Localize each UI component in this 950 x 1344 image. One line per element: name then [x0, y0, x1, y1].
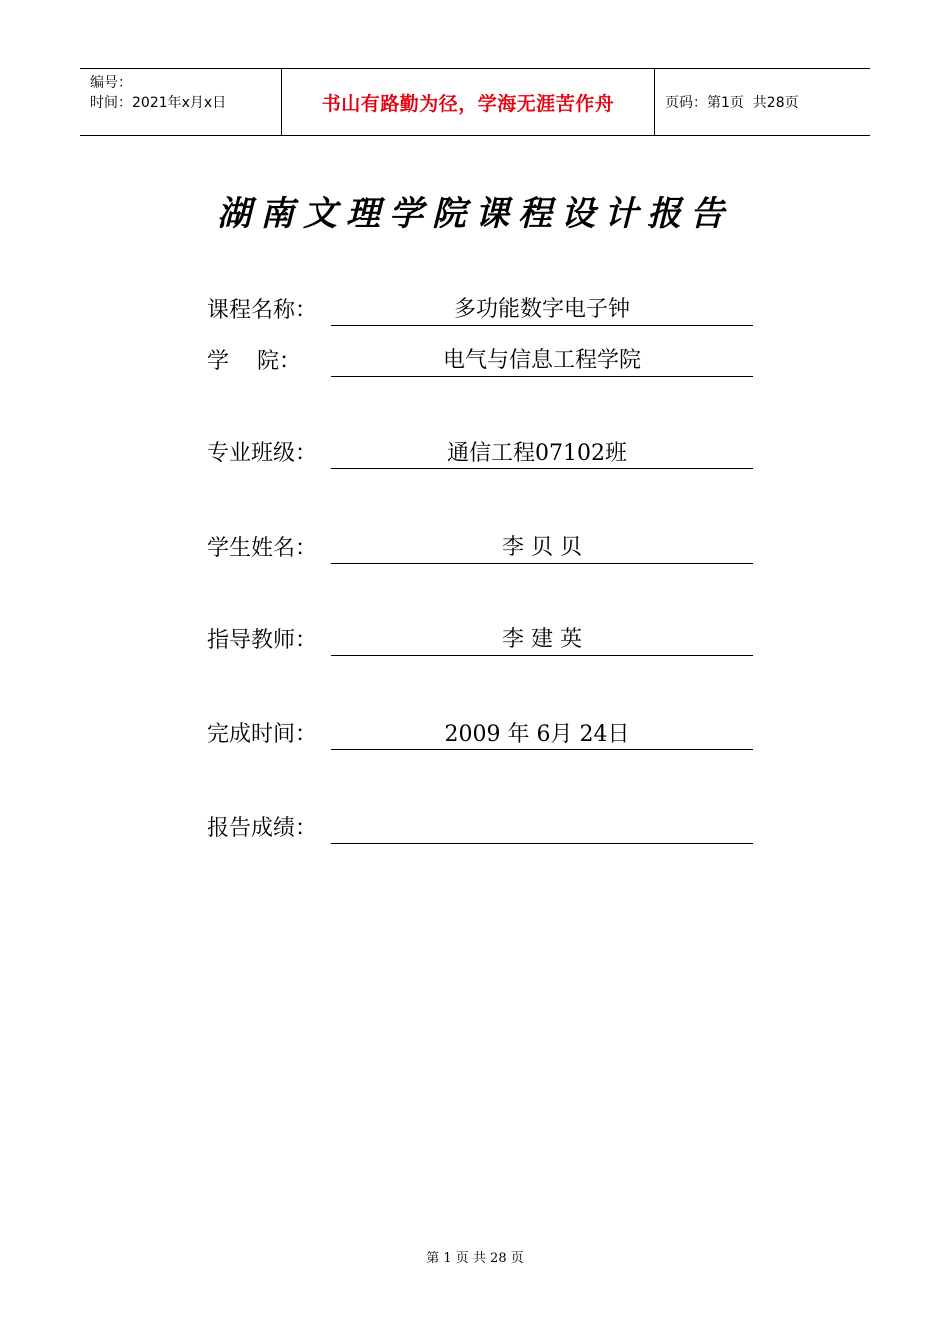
field-label: 课程名称：	[207, 298, 318, 323]
field-value: 多功能数字电子钟	[331, 295, 753, 326]
field-value: 李 建 英	[331, 625, 753, 656]
header-page-cell	[655, 69, 870, 135]
field-label: 指导教师：	[207, 628, 318, 653]
report-title: 湖南文理学院课程设计报告	[217, 194, 733, 234]
field-instructor	[207, 620, 753, 656]
field-report-grade	[207, 808, 753, 844]
field-student-name	[207, 528, 753, 564]
motto-text: 书山有路勤为径，学海无涯苦作舟	[321, 92, 615, 115]
field-label: 专业班级：	[207, 441, 318, 466]
time-label: 时间：2021年x月x日	[90, 95, 227, 111]
field-completion-date	[207, 714, 753, 750]
field-label: 报告成绩：	[207, 816, 318, 841]
field-course-name	[207, 290, 753, 326]
field-label: 学 院：	[207, 349, 301, 374]
field-value: 2009 年 6月 24日	[331, 720, 753, 750]
field-value: 通信工程07102班	[331, 439, 753, 469]
page-info: 页码：第1页 共28页	[665, 95, 799, 111]
field-value	[331, 813, 753, 844]
field-class	[207, 433, 753, 469]
field-value: 电气与信息工程学院	[331, 346, 753, 377]
field-label: 学生姓名：	[207, 536, 318, 561]
document-header	[80, 68, 870, 136]
header-meta-cell	[80, 69, 281, 135]
field-college	[207, 341, 753, 377]
header-motto-cell	[281, 69, 655, 135]
page-footer: 第 1 页 共 28 页	[426, 1251, 524, 1266]
field-label: 完成时间：	[207, 722, 318, 747]
number-label: 编号：	[90, 75, 132, 91]
field-value: 李 贝 贝	[331, 533, 753, 564]
